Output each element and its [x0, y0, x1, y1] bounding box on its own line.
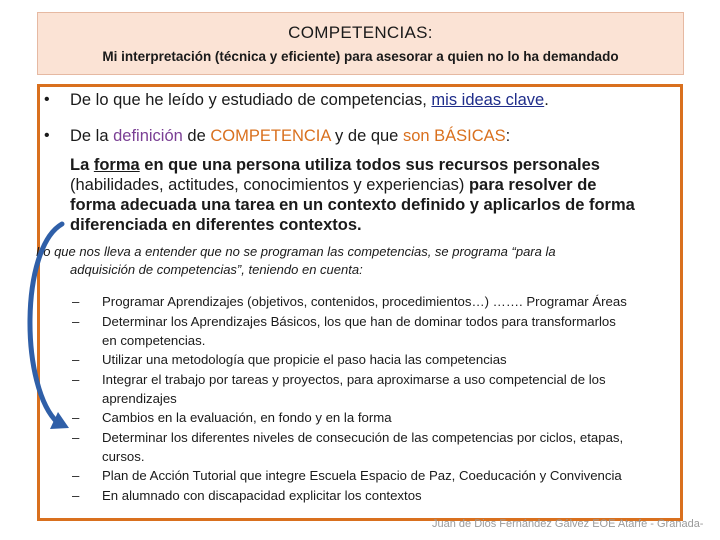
bullet-text: De la — [70, 127, 114, 145]
list-item-text: en competencias. — [102, 333, 206, 348]
bullet-ideas — [70, 90, 549, 110]
definition-word: definición — [113, 127, 183, 145]
definition-text: (habilidades, actitudes, conocimientos y experiencias) — [70, 176, 465, 194]
bullet-text: : — [505, 127, 511, 145]
list-item-text: Cambios en la evaluación, en fondo y en la forma — [102, 410, 392, 425]
list-item-text: En alumnado con discapacidad explicitar los contextos — [102, 488, 422, 503]
definition-text: para resolver de — [464, 176, 597, 194]
list-item — [72, 370, 684, 408]
basicas-word: son BÁSICAS — [402, 127, 506, 145]
title-banner — [37, 12, 684, 75]
slide-subtitle: Mi interpretación (técnica y eficiente) para asesorar a quien no lo ha demandado — [102, 49, 619, 64]
list-item — [72, 428, 684, 466]
definition-text: en que una persona utiliza todos sus recursos personales — [139, 156, 600, 174]
list-item-text: Determinar los Aprendizajes Básicos, los que han de dominar todos para transformarlos — [102, 314, 616, 329]
list-item-text: Programar Aprendizajes (objetivos, contenidos, procedimientos…) ……. Programar Áreas — [102, 294, 627, 309]
considerations-list — [72, 292, 684, 506]
list-item-text: Plan de Acción Tutorial que integre Escuela Espacio de Paz, Coeducación y Convivencia — [102, 468, 622, 483]
list-item — [72, 312, 684, 350]
bullet-text: De lo que he leído y estudiado de competencias, — [70, 91, 432, 109]
bullet-marker: • — [44, 91, 50, 108]
list-item — [72, 350, 684, 370]
note-line: Lo que nos lleva a entender que no se programan las competencias, se programa “para la — [36, 244, 556, 259]
list-item — [72, 486, 684, 506]
author-footer: Juan de Dios Fernández Gálvez EOE Atarfe - Granada- — [432, 518, 704, 530]
bullet-text: y de que — [330, 127, 403, 145]
definition-text: forma adecuada una tarea en un contexto definido y aplicarlos de forma — [70, 196, 635, 214]
bullet-definition — [70, 126, 510, 146]
list-item — [72, 408, 684, 428]
definition-block — [70, 155, 682, 235]
bullet-text: de — [182, 127, 211, 145]
list-item-text: Integrar el trabajo por tareas y proyectos, para aproximarse a uso competencial de los — [102, 372, 606, 387]
slide-title: COMPETENCIAS: — [288, 23, 433, 42]
note-paragraph — [36, 243, 676, 279]
curved-arrow-icon — [20, 218, 80, 438]
definition-underlined: forma — [93, 156, 140, 174]
note-line: adquisición de competencias”, teniendo en cuenta: — [70, 262, 363, 277]
list-item-text: Determinar los diferentes niveles de consecución de las competencias por ciclos, etapas, — [102, 430, 624, 445]
bullet-marker: • — [44, 127, 50, 144]
list-item-text: Utilizar una metodología que propicie el paso hacia las competencias — [102, 352, 507, 367]
ideas-link[interactable]: mis ideas clave — [431, 91, 545, 109]
list-item — [72, 292, 684, 312]
list-item-text: aprendizajes — [102, 391, 177, 406]
bullet-text-end: . — [544, 91, 549, 109]
definition-text: La — [70, 156, 94, 174]
definition-text: diferenciada en diferentes contextos. — [70, 216, 362, 234]
competencia-word: COMPETENCIA — [210, 127, 331, 145]
list-item-text: cursos. — [102, 449, 145, 464]
list-item — [72, 466, 684, 486]
